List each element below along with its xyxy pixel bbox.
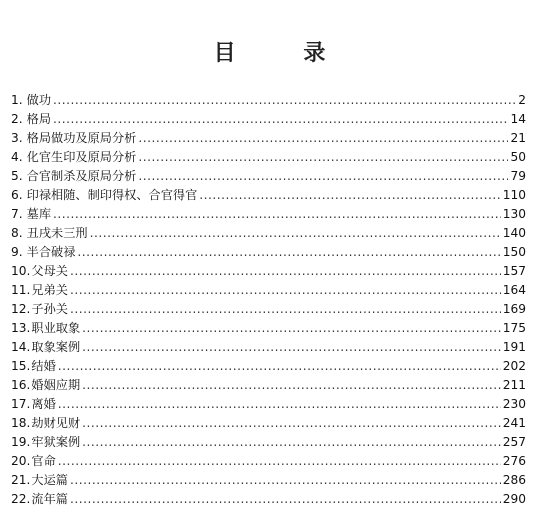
toc-entry[interactable] — [11, 395, 526, 414]
toc-entry-number: 16. — [11, 378, 31, 392]
toc-entry-page-number: 14 — [510, 112, 526, 126]
dot-leader — [53, 110, 508, 129]
toc-entry[interactable] — [11, 357, 526, 376]
toc-entry-label: 墓库 — [26, 207, 52, 221]
toc-entry-page-number: 169 — [502, 302, 526, 316]
toc-entry-number: 19. — [11, 435, 31, 449]
dot-leader — [70, 300, 501, 319]
toc-entry-number: 8. — [11, 226, 23, 240]
dot-leader — [82, 376, 501, 395]
dot-leader — [82, 433, 501, 452]
toc-entry-label: 兄弟关 — [31, 283, 68, 297]
toc-entry-number: 17. — [11, 397, 31, 411]
toc-entry-label: 格局做功及原局分析 — [26, 131, 137, 145]
toc-entry-number: 11. — [11, 283, 31, 297]
dot-leader — [70, 281, 501, 300]
toc-entry-number: 21. — [11, 473, 31, 487]
toc-entry-label: 半合破禄 — [26, 245, 76, 259]
toc-entry[interactable] — [11, 167, 526, 186]
dot-leader — [58, 395, 501, 414]
dot-leader — [82, 338, 501, 357]
toc-entry-label: 父母关 — [31, 264, 68, 278]
dot-leader — [138, 167, 508, 186]
dot-leader — [77, 243, 500, 262]
dot-leader — [70, 471, 501, 490]
toc-entry-label: 大运篇 — [31, 473, 68, 487]
dot-leader — [58, 357, 501, 376]
toc-entry-number: 2. — [11, 112, 23, 126]
toc-entry-label: 子孙关 — [31, 302, 68, 316]
toc-entry[interactable] — [11, 110, 526, 129]
toc-entry-label: 做功 — [26, 93, 52, 107]
toc-entry-page-number: 286 — [502, 473, 526, 487]
toc-entry-page-number: 140 — [502, 226, 526, 240]
toc-entry-number: 10. — [11, 264, 31, 278]
toc-entry-page-number: 21 — [510, 131, 526, 145]
dot-leader — [138, 148, 508, 167]
toc-entry-label: 婚姻应期 — [31, 378, 81, 392]
toc-entry-number: 7. — [11, 207, 23, 221]
dot-leader — [90, 224, 501, 243]
dot-leader — [70, 262, 501, 281]
dot-leader — [199, 186, 500, 205]
toc-entry-page-number: 290 — [502, 492, 526, 506]
toc-entry[interactable] — [11, 300, 526, 319]
dot-leader — [82, 414, 501, 433]
toc-entry-page-number: 257 — [502, 435, 526, 449]
toc-entry-page-number: 79 — [510, 169, 526, 183]
toc-entry-page-number: 150 — [502, 245, 526, 259]
toc-entry-page-number: 241 — [502, 416, 526, 430]
table-of-contents — [11, 91, 526, 509]
toc-entry[interactable] — [11, 148, 526, 167]
toc-entry[interactable] — [11, 129, 526, 148]
toc-entry-number: 14. — [11, 340, 31, 354]
toc-entry-number: 5. — [11, 169, 23, 183]
toc-entry-label: 流年篇 — [31, 492, 68, 506]
toc-entry-number: 20. — [11, 454, 31, 468]
toc-entry-page-number: 202 — [502, 359, 526, 373]
toc-entry[interactable] — [11, 281, 526, 300]
toc-entry-page-number: 175 — [502, 321, 526, 335]
toc-entry-page-number: 230 — [502, 397, 526, 411]
toc-entry-page-number: 110 — [502, 188, 526, 202]
dot-leader — [53, 205, 501, 224]
toc-entry[interactable] — [11, 186, 526, 205]
toc-entry-number: 13. — [11, 321, 31, 335]
toc-entry[interactable] — [11, 490, 526, 509]
toc-entry-label: 印禄相随、制印得权、合官得官 — [26, 188, 198, 202]
toc-entry-number: 3. — [11, 131, 23, 145]
dot-leader — [70, 490, 501, 509]
toc-entry[interactable] — [11, 91, 526, 110]
toc-entry-page-number: 2 — [518, 93, 526, 107]
toc-entry-number: 9. — [11, 245, 23, 259]
dot-leader — [58, 452, 501, 471]
dot-leader — [53, 91, 516, 110]
toc-entry-number: 15. — [11, 359, 31, 373]
dot-leader — [82, 319, 501, 338]
toc-entry-label: 职业取象 — [31, 321, 81, 335]
toc-entry-page-number: 211 — [502, 378, 526, 392]
toc-entry-page-number: 191 — [502, 340, 526, 354]
toc-entry[interactable] — [11, 338, 526, 357]
dot-leader — [138, 129, 508, 148]
toc-entry[interactable] — [11, 243, 526, 262]
toc-entry[interactable] — [11, 376, 526, 395]
toc-entry-page-number: 164 — [502, 283, 526, 297]
toc-entry-label: 牢狱案例 — [31, 435, 81, 449]
toc-entry[interactable] — [11, 319, 526, 338]
toc-entry-page-number: 50 — [510, 150, 526, 164]
toc-entry[interactable] — [11, 433, 526, 452]
toc-entry-label: 化官生印及原局分析 — [26, 150, 137, 164]
toc-entry[interactable] — [11, 224, 526, 243]
toc-entry-page-number: 157 — [502, 264, 526, 278]
toc-entry-page-number: 130 — [502, 207, 526, 221]
toc-entry-number: 18. — [11, 416, 31, 430]
toc-entry[interactable] — [11, 471, 526, 490]
page-title: 目 录 — [213, 40, 356, 66]
toc-entry-number: 6. — [11, 188, 23, 202]
toc-entry[interactable] — [11, 414, 526, 433]
toc-entry[interactable] — [11, 205, 526, 224]
toc-entry[interactable] — [11, 452, 526, 471]
toc-entry[interactable] — [11, 262, 526, 281]
toc-entry-number: 1. — [11, 93, 23, 107]
toc-entry-label: 丑戌未三刑 — [26, 226, 88, 240]
toc-entry-label: 格局 — [26, 112, 52, 126]
toc-entry-label: 取象案例 — [31, 340, 81, 354]
toc-entry-label: 劫财见财 — [31, 416, 81, 430]
toc-entry-label: 结婚 — [31, 359, 56, 373]
toc-entry-label: 离婚 — [31, 397, 56, 411]
toc-entry-number: 4. — [11, 150, 23, 164]
toc-entry-page-number: 276 — [502, 454, 526, 468]
toc-entry-label: 合官制杀及原局分析 — [26, 169, 137, 183]
toc-entry-number: 12. — [11, 302, 31, 316]
toc-entry-label: 官命 — [31, 454, 56, 468]
toc-entry-number: 22. — [11, 492, 31, 506]
